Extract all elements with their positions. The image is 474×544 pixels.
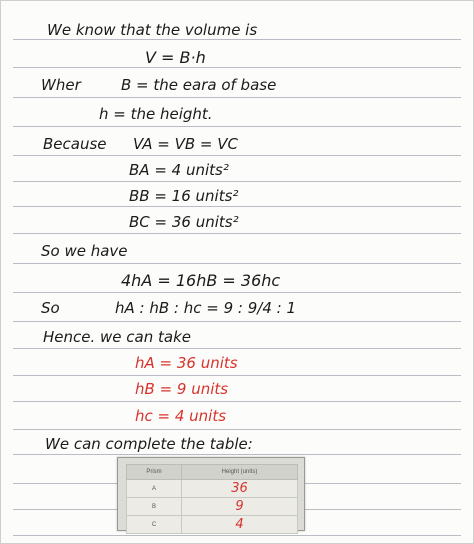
line-base-a: BA = 4 units² xyxy=(129,161,229,179)
line-height-definition: h = the height. xyxy=(99,105,213,123)
prism-height-table xyxy=(126,464,298,534)
ruled-line xyxy=(13,401,461,402)
ruled-line xyxy=(13,535,461,536)
table-row xyxy=(127,498,298,516)
line-hence: Hence. we can take xyxy=(43,328,191,346)
ruled-line xyxy=(13,233,461,234)
ruled-line xyxy=(13,181,461,182)
table-row xyxy=(127,480,298,498)
table-cell-height: 36 xyxy=(182,480,298,498)
answer-height-c: hc = 4 units xyxy=(135,407,227,425)
table-cell-prism: A xyxy=(127,480,182,498)
ruled-line xyxy=(13,454,461,455)
line-volume-formula: V = B·h xyxy=(145,48,206,67)
line-volume-intro: We know that the volume is xyxy=(47,21,258,39)
line-complete-table: We can complete the table: xyxy=(45,435,253,453)
answer-height-b: hB = 9 units xyxy=(135,380,229,398)
ruled-line xyxy=(13,263,461,264)
table-header-height: Height (units) xyxy=(182,465,298,480)
ruled-line xyxy=(13,67,461,68)
ruled-line xyxy=(13,155,461,156)
ruled-line xyxy=(13,321,461,322)
ruled-line xyxy=(13,97,461,98)
ruled-line xyxy=(13,348,461,349)
ruled-line xyxy=(13,292,461,293)
line-so-we-have: So we have xyxy=(41,242,128,260)
table-cell-prism: C xyxy=(127,516,182,534)
line-equal-volumes: VA = VB = VC xyxy=(133,135,238,153)
line-base-b: BB = 16 units² xyxy=(129,187,239,205)
table-cell-prism: B xyxy=(127,498,182,516)
table-photo xyxy=(117,457,305,531)
table-cell-height: 9 xyxy=(182,498,298,516)
ruled-line xyxy=(13,429,461,430)
table-header-prism: Prism xyxy=(127,465,182,480)
table-cell-height: 4 xyxy=(182,516,298,534)
ruled-line xyxy=(13,126,461,127)
line-where-label: Wher xyxy=(41,76,81,94)
line-so-label: So xyxy=(41,299,60,317)
line-because-label: Because xyxy=(43,135,107,153)
line-base-definition: B = the eara of base xyxy=(121,76,277,94)
ruled-line xyxy=(13,375,461,376)
line-height-ratio: hA : hB : hc = 9 : 9/4 : 1 xyxy=(115,299,297,317)
ruled-line xyxy=(13,39,461,40)
line-height-equation: 4hA = 16hB = 36hc xyxy=(121,271,281,290)
ruled-line xyxy=(13,206,461,207)
line-base-c: BC = 36 units² xyxy=(129,213,239,231)
table-row xyxy=(127,516,298,534)
answer-height-a: hA = 36 units xyxy=(135,354,238,372)
